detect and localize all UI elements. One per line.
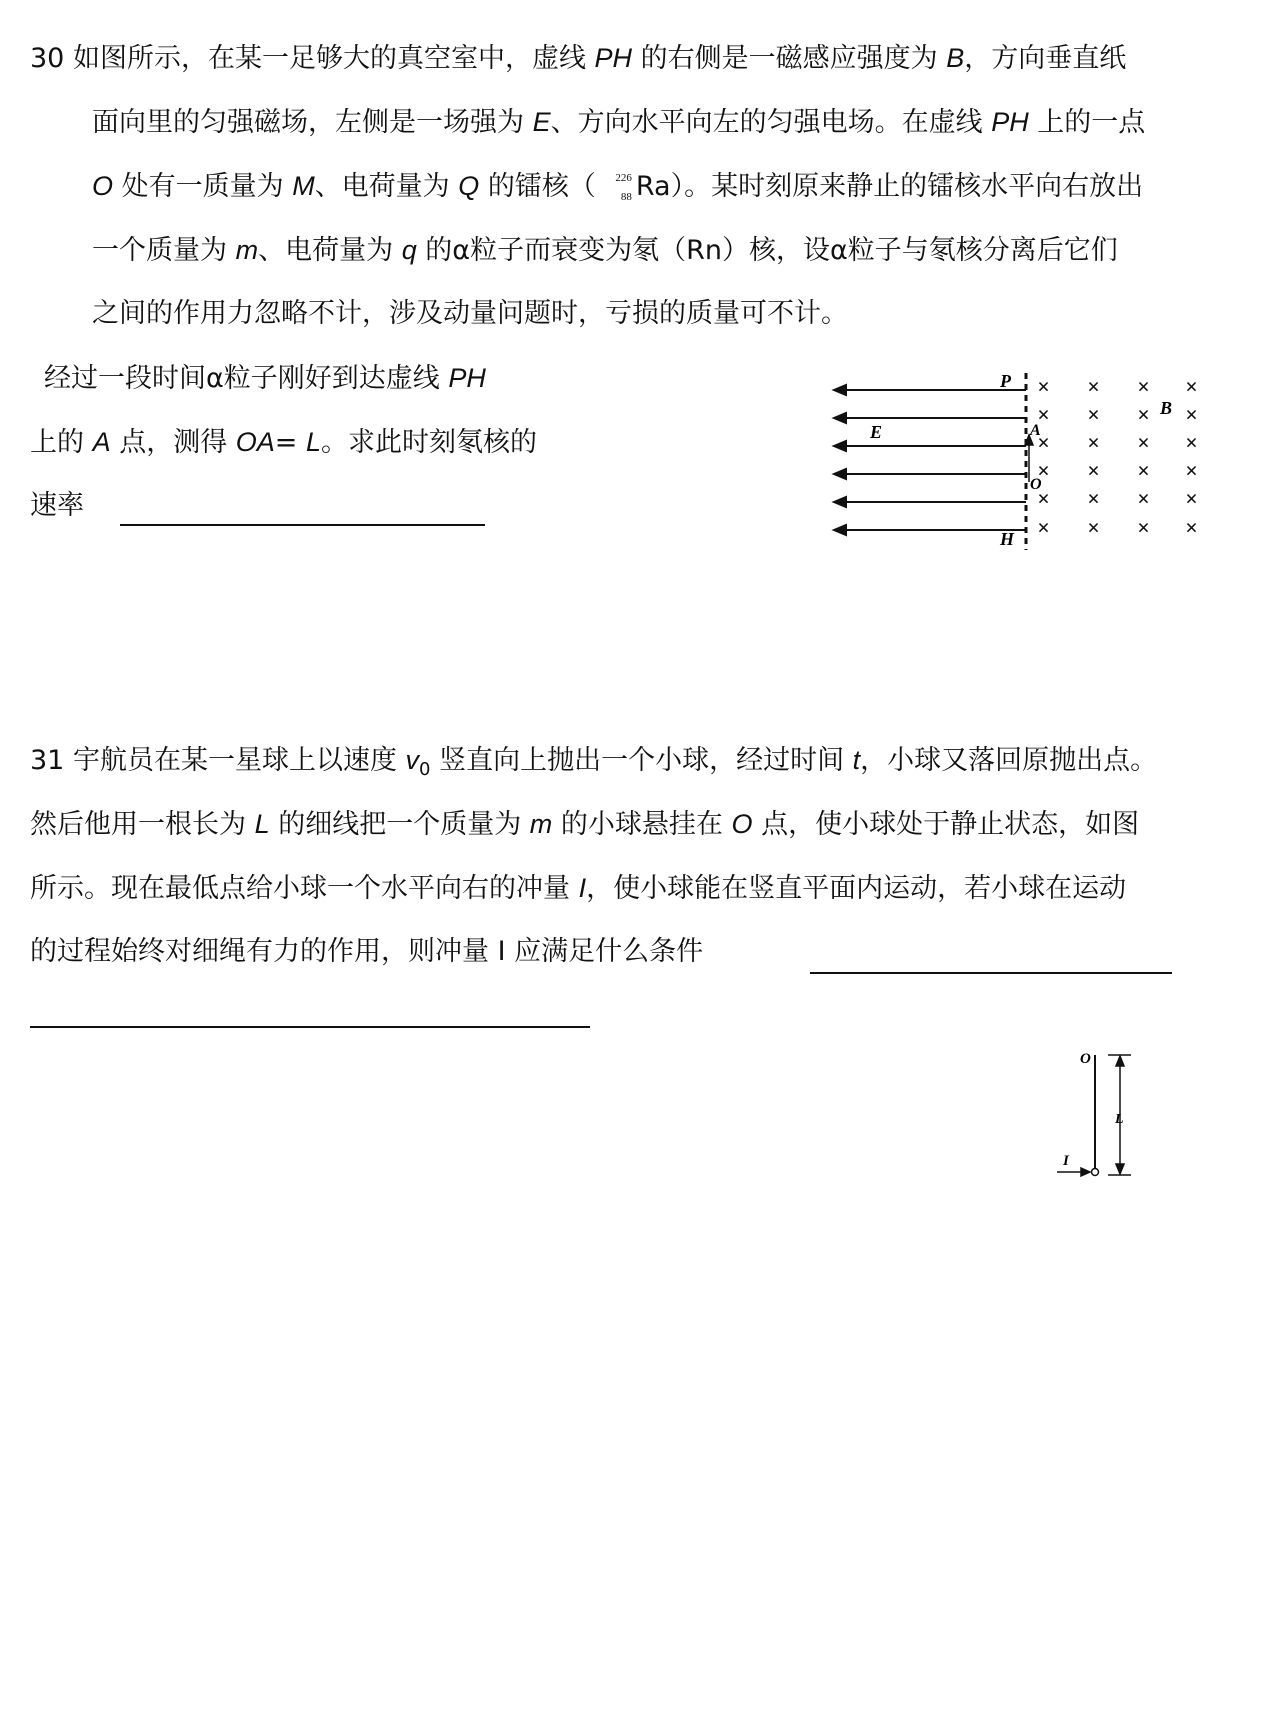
- var-Q: Q: [458, 171, 480, 201]
- q30-text: 点，测得: [110, 427, 236, 458]
- q30-text: ）。某时刻原来静止的镭核水平向右放出: [670, 171, 1144, 202]
- q31-text: 然后他用一根长为: [30, 809, 255, 840]
- var-O: O: [92, 171, 114, 201]
- mass-number: 226: [615, 171, 632, 184]
- q30-number: 30: [30, 43, 65, 74]
- cross-mark: ×: [1137, 430, 1150, 455]
- label-A: A: [1030, 422, 1041, 439]
- var-E: E: [532, 107, 551, 137]
- q30-text: 如图所示，在某一足够大的真空室中，虚线: [64, 43, 595, 74]
- var-O: O: [731, 809, 753, 839]
- q30-line-6: [44, 358, 486, 399]
- element-symbol: Ra: [635, 171, 671, 202]
- cross-mark: ×: [1185, 430, 1198, 455]
- cross-mark: ×: [1185, 374, 1198, 399]
- q30-text: 。求此时刻氡核的: [321, 427, 538, 458]
- q30-text: ，方向垂直纸: [964, 43, 1127, 74]
- field-diagram: [830, 365, 1210, 555]
- cross-mark: ×: [1087, 430, 1100, 455]
- q31-line-4: 的过程始终对细绳有力的作用，则冲量 I 应满足什么条件: [30, 936, 704, 967]
- q31-line-2: [30, 804, 1139, 845]
- q30-line-3: [92, 166, 1143, 207]
- cross-mark: ×: [1037, 458, 1050, 483]
- q30-text: 、方向水平向左的匀强电场。在虚线: [550, 107, 992, 138]
- q31-answer-blank-2[interactable]: [30, 1026, 590, 1028]
- q31-text: 的小球悬挂在: [552, 809, 732, 840]
- cross-mark: ×: [1137, 458, 1150, 483]
- q30-line-4: [92, 230, 1118, 271]
- magnetic-field-crosses: [1037, 374, 1198, 540]
- var-M: M: [292, 171, 315, 201]
- q31-answer-blank-1[interactable]: [810, 972, 1172, 974]
- var-PH: PH: [594, 43, 633, 73]
- var-t: t: [852, 745, 861, 775]
- q30-text: 上的一点: [1028, 107, 1146, 138]
- ball-circle: [1092, 1169, 1099, 1176]
- q30-text: 、电荷量为: [314, 171, 459, 202]
- cross-mark: ×: [1137, 374, 1150, 399]
- q30-line-1: [30, 38, 1126, 79]
- label-B: B: [1160, 398, 1173, 418]
- cross-mark: ×: [1137, 515, 1150, 540]
- q30-text: 的α粒子而衰变为氡（Rn）核，设α粒子与氡核分离后它们: [416, 235, 1118, 266]
- cross-mark: ×: [1037, 374, 1050, 399]
- var-q: q: [401, 235, 417, 265]
- cross-mark: ×: [1137, 402, 1150, 427]
- var-v0: v: [405, 745, 420, 775]
- cross-mark: ×: [1037, 486, 1050, 511]
- cross-mark: ×: [1185, 486, 1198, 511]
- var-L: L: [254, 809, 270, 839]
- cross-mark: ×: [1087, 402, 1100, 427]
- var-A: A: [92, 427, 111, 457]
- q30-text: =: [274, 427, 307, 458]
- label-E: E: [870, 422, 883, 442]
- q31-line-1: [30, 740, 1157, 790]
- cross-mark: ×: [1037, 430, 1050, 455]
- cross-mark: ×: [1087, 486, 1100, 511]
- atomic-number: 88: [620, 190, 632, 203]
- q30-text: 面向里的匀强磁场，左侧是一场强为: [92, 107, 533, 138]
- q31-text: 的细线把一个质量为: [269, 809, 530, 840]
- label-O: O: [1030, 476, 1042, 493]
- label-I: I: [1063, 1153, 1069, 1169]
- cross-mark: ×: [1137, 486, 1150, 511]
- pendulum-diagram: [1045, 1045, 1165, 1185]
- q30-answer-blank[interactable]: [120, 524, 485, 526]
- var-v0-subscript: 0: [419, 759, 431, 780]
- electric-field-arrows: [834, 385, 1026, 535]
- cross-mark: ×: [1185, 458, 1198, 483]
- q30-text: 经过一段时间α粒子刚好到达虚线: [44, 363, 449, 394]
- var-B: B: [946, 43, 965, 73]
- q31-text: 点，使小球处于静止状态，如图: [752, 809, 1140, 840]
- var-m: m: [235, 235, 259, 265]
- label-L: L: [1115, 1112, 1124, 1127]
- var-OA: OA: [235, 427, 275, 457]
- nuclide-notation: [602, 173, 632, 203]
- var-PH: PH: [991, 107, 1029, 137]
- cross-mark: ×: [1037, 402, 1050, 427]
- q30-line-7: [30, 422, 537, 463]
- q30-line-8: 速率: [30, 490, 84, 521]
- cross-mark: ×: [1037, 515, 1050, 540]
- var-m: m: [529, 809, 553, 839]
- q31-text: 竖直向上抛出一个小球，经过时间: [430, 745, 853, 776]
- q31-text: 宇航员在某一星球上以速度: [64, 745, 406, 776]
- label-H: H: [1000, 529, 1015, 549]
- q30-text: 上的: [30, 427, 93, 458]
- var-PH: PH: [448, 363, 486, 393]
- q31-text: 所示。现在最低点给小球一个水平向右的冲量: [30, 873, 579, 904]
- cross-mark: ×: [1087, 515, 1100, 540]
- label-P: P: [1000, 371, 1011, 391]
- q31-line-3: [30, 868, 1126, 909]
- cross-mark: ×: [1185, 515, 1198, 540]
- cross-mark: ×: [1185, 402, 1198, 427]
- q31-number: 31: [30, 745, 65, 776]
- q30-text: 的镭核（: [479, 171, 596, 202]
- label-O: O: [1080, 1051, 1091, 1067]
- var-I: I: [578, 873, 587, 903]
- cross-mark: ×: [1087, 374, 1100, 399]
- impulse-arrow: [1057, 1168, 1090, 1176]
- q31-text: ，使小球能在竖直平面内运动，若小球在运动: [586, 873, 1127, 904]
- var-L: L: [306, 427, 322, 457]
- q30-text: 处有一质量为: [113, 171, 293, 202]
- q30-text: 、电荷量为: [258, 235, 402, 266]
- q30-text: 一个质量为: [92, 235, 236, 266]
- q30-text: 的右侧是一磁感应强度为: [632, 43, 947, 74]
- q30-line-2: [92, 102, 1145, 143]
- q31-text: ，小球又落回原抛出点。: [860, 745, 1158, 776]
- cross-mark: ×: [1087, 458, 1100, 483]
- q30-line-5: 之间的作用力忽略不计，涉及动量问题时，亏损的质量可不计。: [92, 298, 848, 329]
